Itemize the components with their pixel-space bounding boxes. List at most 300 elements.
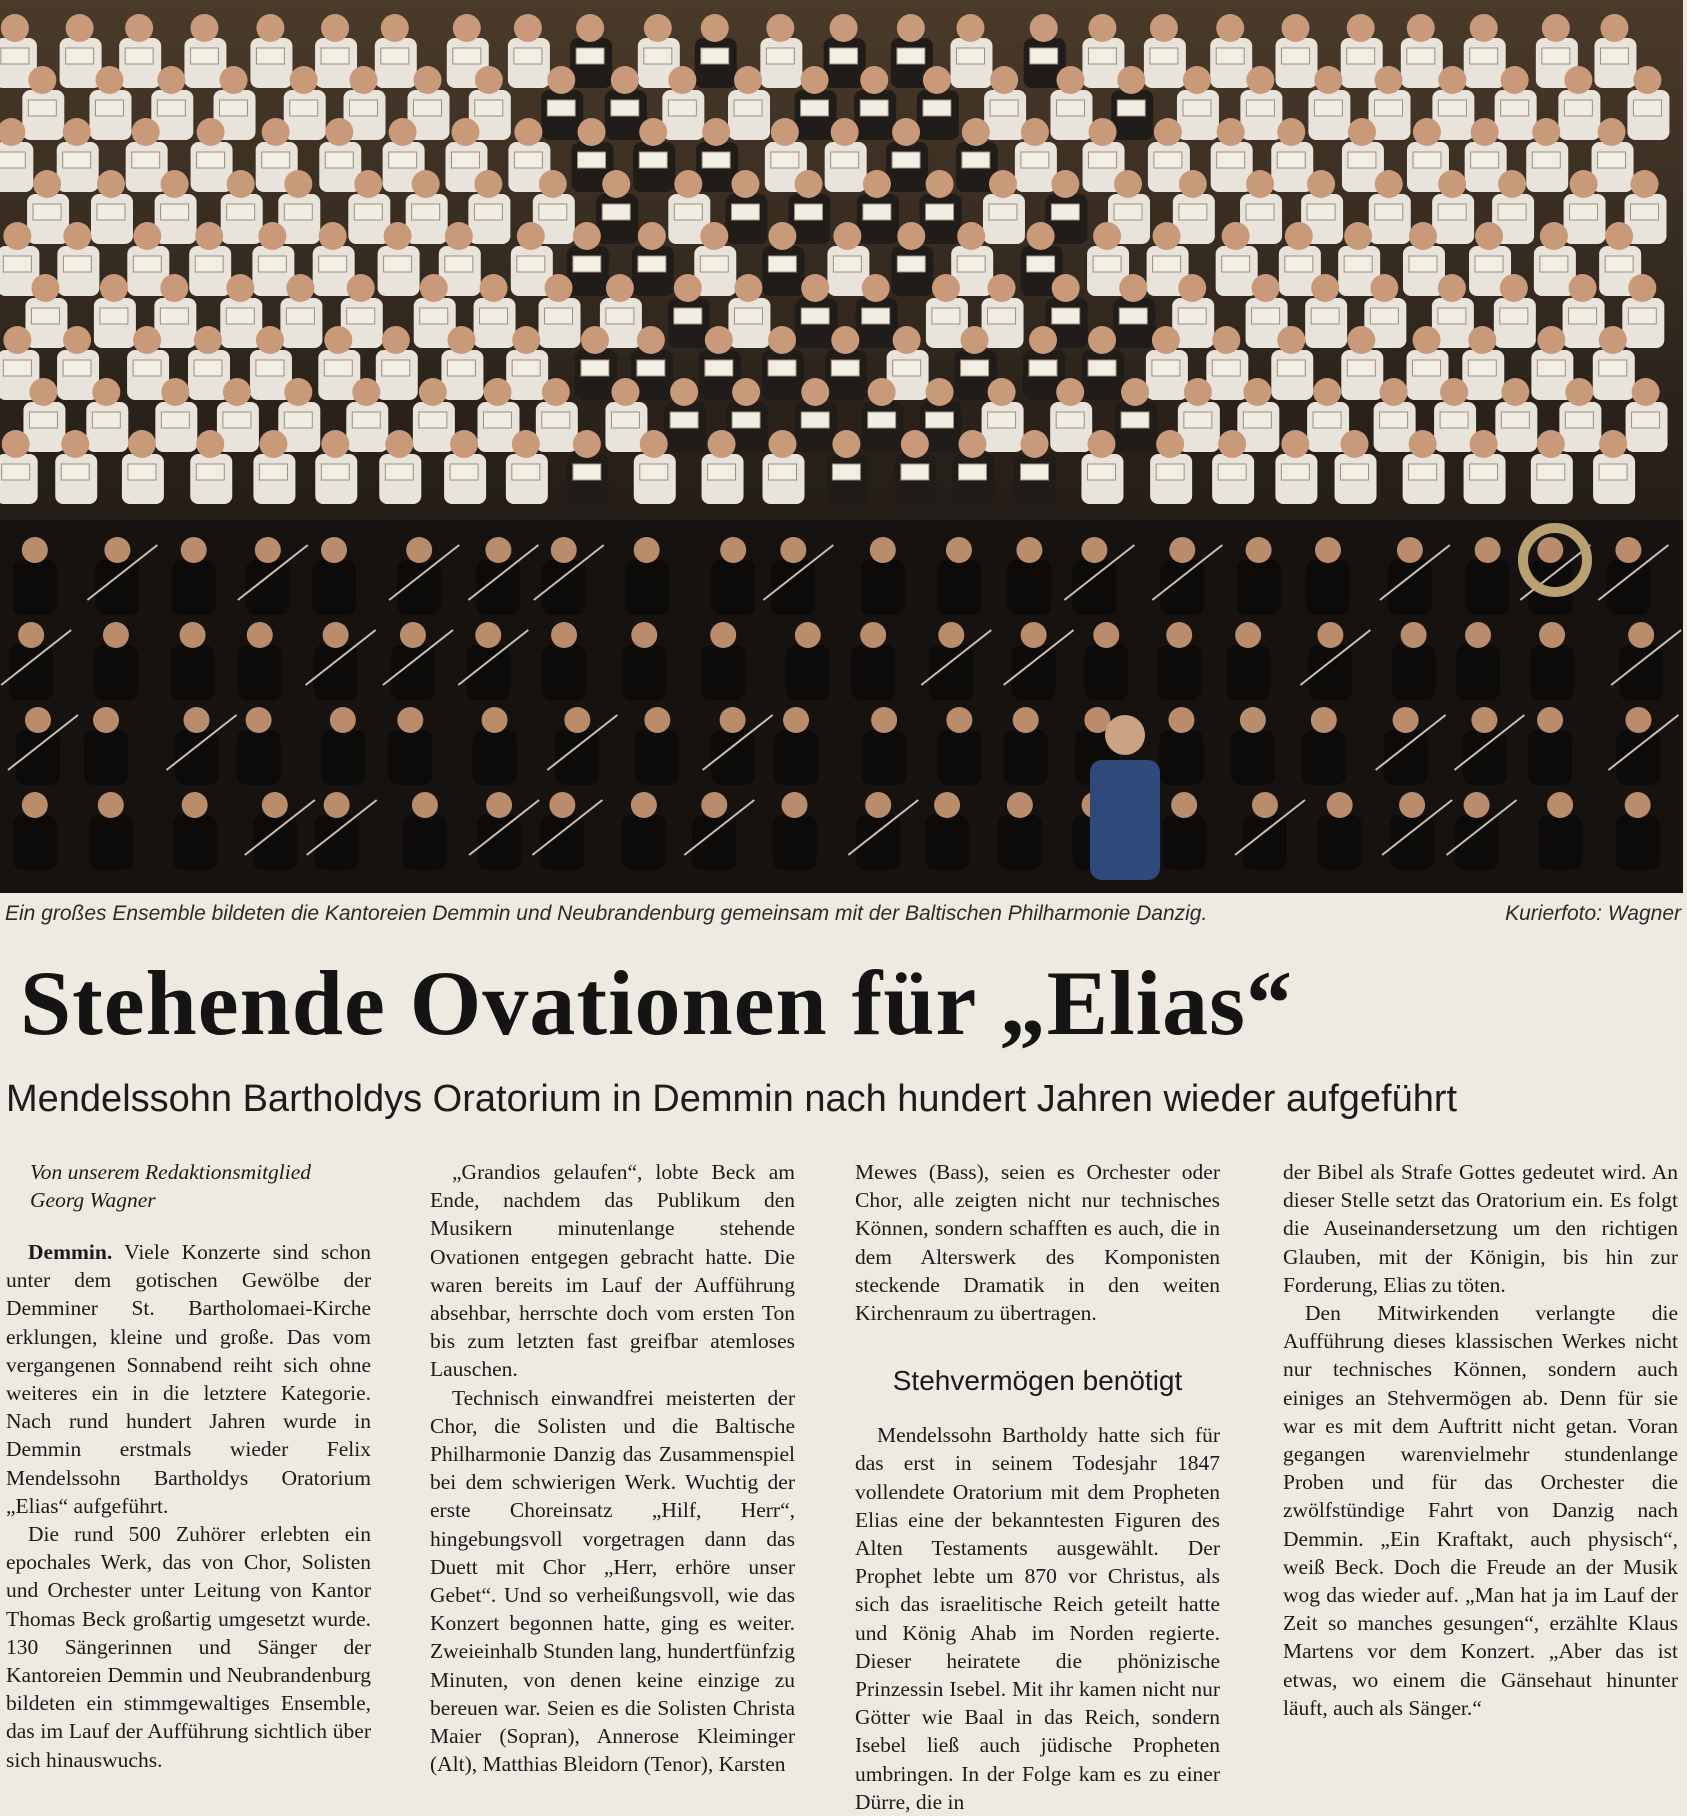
singer-head: [961, 326, 989, 354]
score-book: [801, 412, 829, 428]
singer-head: [639, 118, 667, 146]
score-book: [1089, 152, 1117, 168]
musician-head: [710, 622, 736, 648]
singer-head: [1628, 274, 1656, 302]
singer-head: [1029, 326, 1057, 354]
singer-head: [290, 66, 318, 94]
singer-head: [1117, 66, 1145, 94]
singer-head: [453, 14, 481, 42]
score-book: [95, 100, 123, 116]
musician-head: [1625, 707, 1651, 733]
singer-head: [197, 118, 225, 146]
singer-head: [1537, 326, 1565, 354]
score-book: [1632, 412, 1660, 428]
singer-head: [1471, 118, 1499, 146]
musician-head: [485, 537, 511, 563]
score-book: [1252, 308, 1280, 324]
score-book: [988, 308, 1016, 324]
photo-caption: Ein großes Ensemble bildeten die Kantoreien Demmin und Neubrandenburg gemeinsam mit der Baltischen Philharmonie Danzig.: [5, 902, 1208, 925]
singer-head: [1633, 66, 1661, 94]
score-book: [514, 152, 542, 168]
score-book: [734, 308, 762, 324]
score-book: [414, 100, 442, 116]
score-book: [1380, 412, 1408, 428]
singer-head: [1314, 66, 1342, 94]
score-book: [731, 204, 759, 220]
singer-head: [1056, 378, 1084, 406]
score-book: [1542, 48, 1570, 64]
singer-head: [286, 274, 314, 302]
score-book: [863, 204, 891, 220]
score-book: [1313, 412, 1341, 428]
musician-head: [1246, 537, 1272, 563]
score-book: [611, 412, 639, 428]
score-book: [227, 204, 255, 220]
score-book: [1628, 308, 1656, 324]
musician-head: [1397, 537, 1423, 563]
score-book: [545, 308, 573, 324]
musician-body: [1004, 730, 1048, 785]
musician-head: [1169, 537, 1195, 563]
singer-head: [893, 326, 921, 354]
score-book: [961, 360, 989, 376]
musician-body: [171, 645, 215, 700]
score-book: [801, 308, 829, 324]
singer-head: [1184, 378, 1212, 406]
musician-head: [1168, 707, 1194, 733]
singer-head: [926, 378, 954, 406]
singer-head: [128, 430, 156, 458]
musician-head: [1464, 792, 1490, 818]
score-book: [1154, 152, 1182, 168]
singer-head: [1030, 14, 1058, 42]
score-book: [1088, 360, 1116, 376]
paragraph-text: Viele Konzerte sind schon unter dem gotischen Gewölbe der Demminer St. Bartholomaei-Kirche erklungen, kleine und große. Das vom vergangenen Sonnabend reiht sich ohne weiteres ein in die letztere Kategorie. Nach rund hundert Jahren wurde in Demmin erstmals wieder Felix Mendelssohn Bartholdys Oratorium „Elias“ aufgeführt.: [6, 1240, 371, 1518]
score-book: [1348, 152, 1376, 168]
singer-head: [637, 326, 665, 354]
singer-head: [1222, 222, 1250, 250]
score-book: [957, 256, 985, 272]
score-book: [1370, 308, 1398, 324]
singer-head: [926, 170, 954, 198]
score-book: [197, 152, 225, 168]
musician-head: [1393, 707, 1419, 733]
musician-body: [1157, 645, 1201, 700]
musician-head: [183, 707, 209, 733]
score-book: [63, 152, 91, 168]
score-book: [1375, 204, 1403, 220]
singer-head: [863, 170, 891, 198]
singer-head: [2, 430, 30, 458]
score-book: [63, 256, 91, 272]
score-book: [702, 152, 730, 168]
paragraph: Den Mitwirkenden verlangte die Aufführung dieses klassischen Werkes nicht nur technisches Können, sondern auch einiges an Stehvermögen ab. Denn für sie war es mit dem Auftritt nicht getan. Voran gegangen warenvielmehr stundenlange Proben und für das Orchester die zwölfstündige Fahrt von Danzig nach Demmin. „Ein Kraftakt, auch physisch“, weiß Beck. Doch die Freude an der Musik wog das wieder auf. „Man hat ja im Lauf der Zeit so manches gesungen“, erzählte Klaus Martens vor dem Konzert. „Aber das ist etwas, wo einem die Gänsehaut hinunter läuft, auch als Sänger.“: [1283, 1301, 1678, 1720]
singer-head: [325, 118, 353, 146]
musician-head: [182, 792, 208, 818]
musician-body: [786, 645, 830, 700]
singer-head: [731, 170, 759, 198]
singer-head: [1311, 274, 1339, 302]
musician-body: [711, 560, 755, 615]
singer-head: [63, 118, 91, 146]
singer-head: [545, 274, 573, 302]
score-book: [1218, 464, 1246, 480]
musician-head: [1235, 622, 1261, 648]
musician-head: [551, 537, 577, 563]
byline: [6, 1158, 371, 1214]
score-book: [420, 308, 448, 324]
score-book: [573, 256, 601, 272]
choir-orchestra-photo: [0, 0, 1683, 893]
singer-head: [602, 170, 630, 198]
score-book: [1501, 100, 1529, 116]
score-book: [161, 204, 189, 220]
score-book: [290, 100, 318, 116]
singer-head: [606, 274, 634, 302]
musician-head: [25, 707, 51, 733]
singer-head: [475, 66, 503, 94]
score-book: [1307, 204, 1335, 220]
score-book: [1470, 48, 1498, 64]
score-book: [860, 100, 888, 116]
singer-head: [1370, 274, 1398, 302]
singer-head: [638, 222, 666, 250]
musician-head: [938, 622, 964, 648]
singer-head: [1119, 274, 1147, 302]
singer-head: [542, 378, 570, 406]
singer-head: [1470, 430, 1498, 458]
score-book: [768, 464, 796, 480]
score-book: [33, 204, 61, 220]
musician-body: [937, 560, 981, 615]
singer-head: [1277, 326, 1305, 354]
singer-head: [1347, 326, 1375, 354]
singer-head: [1599, 326, 1627, 354]
score-book: [453, 48, 481, 64]
score-book: [640, 464, 668, 480]
musician-head: [1625, 792, 1651, 818]
singer-head: [989, 170, 1017, 198]
singer-head: [347, 274, 375, 302]
musician-body: [773, 815, 817, 870]
score-book: [1, 48, 29, 64]
score-book: [321, 464, 349, 480]
score-book: [63, 360, 91, 376]
singer-head: [517, 222, 545, 250]
score-book: [196, 464, 224, 480]
singer-head: [190, 14, 218, 42]
singer-head: [133, 326, 161, 354]
singer-head: [1282, 14, 1310, 42]
score-book: [3, 360, 31, 376]
musician-head: [1021, 622, 1047, 648]
singer-head: [1243, 378, 1271, 406]
singer-head: [419, 378, 447, 406]
singer-head: [1501, 66, 1529, 94]
score-book: [445, 256, 473, 272]
musician-head: [323, 622, 349, 648]
singer-head: [1246, 66, 1274, 94]
singer-head: [1605, 222, 1633, 250]
singer-head: [1051, 170, 1079, 198]
singer-head: [1409, 222, 1437, 250]
singer-head: [640, 430, 668, 458]
musician-head: [262, 792, 288, 818]
score-book: [862, 308, 890, 324]
singer-head: [382, 326, 410, 354]
musician-body: [1538, 815, 1582, 870]
musician-head: [870, 537, 896, 563]
score-book: [1409, 256, 1437, 272]
singer-head: [1152, 326, 1180, 354]
singer-head: [611, 378, 639, 406]
score-book: [512, 464, 540, 480]
score-book: [447, 360, 475, 376]
score-book: [1117, 100, 1145, 116]
singer-head: [1564, 66, 1592, 94]
singer-head: [932, 274, 960, 302]
musician-head: [1401, 622, 1427, 648]
musician-body: [862, 730, 906, 785]
musician-body: [622, 815, 666, 870]
score-book: [670, 412, 698, 428]
musician-head: [1081, 537, 1107, 563]
score-book: [352, 412, 380, 428]
score-book: [256, 360, 284, 376]
score-book: [602, 204, 630, 220]
singer-head: [284, 378, 312, 406]
score-book: [644, 48, 672, 64]
singer-head: [547, 66, 575, 94]
score-book: [1027, 256, 1055, 272]
singer-head: [1281, 430, 1309, 458]
score-book: [92, 412, 120, 428]
score-book: [833, 256, 861, 272]
score-book: [226, 308, 254, 324]
singer-head: [1570, 170, 1598, 198]
score-book: [989, 204, 1017, 220]
musician-body: [172, 560, 216, 615]
score-book: [1438, 308, 1466, 324]
musician-head: [1093, 622, 1119, 648]
score-book: [1498, 204, 1526, 220]
singer-head: [450, 430, 478, 458]
score-book: [160, 308, 188, 324]
singer-head: [220, 66, 248, 94]
score-book: [325, 152, 353, 168]
singer-head: [897, 222, 925, 250]
singer-head: [95, 66, 123, 94]
musician-head: [1171, 792, 1197, 818]
musician-body: [1302, 730, 1346, 785]
singer-head: [66, 14, 94, 42]
musician-head: [397, 707, 423, 733]
singer-head: [670, 378, 698, 406]
musician-body: [998, 815, 1042, 870]
musician-head: [181, 537, 207, 563]
singer-head: [1380, 378, 1408, 406]
score-book: [1440, 412, 1468, 428]
score-book: [480, 308, 508, 324]
musician-body: [237, 730, 281, 785]
score-book: [734, 100, 762, 116]
singer-head: [1438, 170, 1466, 198]
musician-body: [774, 730, 818, 785]
score-book: [0, 152, 25, 168]
musician-body: [1237, 560, 1281, 615]
score-book: [1598, 152, 1626, 168]
singer-head: [1087, 430, 1115, 458]
score-book: [220, 100, 248, 116]
musician-head: [1471, 707, 1497, 733]
score-book: [28, 100, 56, 116]
musician-head: [860, 622, 886, 648]
score-book: [892, 152, 920, 168]
musician-head: [782, 792, 808, 818]
score-book: [1500, 308, 1528, 324]
musician-head: [871, 707, 897, 733]
score-book: [1311, 308, 1339, 324]
score-book: [161, 412, 189, 428]
score-book: [125, 48, 153, 64]
singer-head: [100, 274, 128, 302]
subheadline: Mendelssohn Bartholdys Oratorium in Demmin nach hundert Jahren wieder aufgeführt: [6, 1078, 1458, 1120]
score-book: [1438, 100, 1466, 116]
singer-head: [923, 66, 951, 94]
score-book: [1246, 100, 1274, 116]
score-book: [66, 48, 94, 64]
singer-head: [1252, 274, 1280, 302]
score-book: [1277, 360, 1305, 376]
soloist-dress: [1090, 760, 1160, 880]
score-book: [1471, 152, 1499, 168]
score-book: [1056, 412, 1084, 428]
score-book: [897, 48, 925, 64]
musician-head: [1547, 792, 1573, 818]
score-book: [1540, 256, 1568, 272]
score-book: [1178, 308, 1206, 324]
musician-head: [1399, 792, 1425, 818]
singer-head: [1344, 222, 1372, 250]
score-book: [389, 152, 417, 168]
singer-head: [512, 430, 540, 458]
score-book: [732, 412, 760, 428]
singer-head: [1407, 14, 1435, 42]
score-book: [897, 256, 925, 272]
score-book: [384, 256, 412, 272]
score-book: [674, 308, 702, 324]
singer-head: [573, 430, 601, 458]
score-book: [381, 48, 409, 64]
score-book: [194, 360, 222, 376]
singer-head: [1540, 222, 1568, 250]
singer-head: [196, 430, 224, 458]
singer-head: [771, 118, 799, 146]
singer-head: [1600, 14, 1628, 42]
musician-body: [937, 730, 981, 785]
singer-head: [766, 14, 794, 42]
singer-head: [1598, 118, 1626, 146]
musician-head: [551, 622, 577, 648]
photo-credit: Kurierfoto: Wagner: [1505, 902, 1681, 925]
score-book: [606, 308, 634, 324]
musician-body: [1007, 560, 1051, 615]
singer-head: [97, 170, 125, 198]
musician-body: [1530, 645, 1574, 700]
singer-head: [350, 66, 378, 94]
score-book: [1631, 204, 1659, 220]
headline: Stehende Ovationen für „Elias“: [20, 952, 1293, 1054]
score-book: [419, 412, 447, 428]
musician-body: [312, 560, 356, 615]
singer-head: [1532, 118, 1560, 146]
singer-head: [385, 430, 413, 458]
singer-head: [1153, 222, 1181, 250]
musician-head: [1537, 537, 1563, 563]
singer-head: [1498, 170, 1526, 198]
singer-head: [768, 430, 796, 458]
musician-body: [622, 645, 666, 700]
singer-head: [1218, 430, 1246, 458]
singer-head: [1183, 66, 1211, 94]
singer-head: [61, 430, 89, 458]
singer-head: [125, 14, 153, 42]
article-column-2: [430, 1158, 795, 1778]
singer-head: [892, 118, 920, 146]
musician-body: [1466, 560, 1510, 615]
score-book: [771, 152, 799, 168]
score-book: [61, 464, 89, 480]
singer-head: [957, 222, 985, 250]
singer-head: [576, 14, 604, 42]
singer-head: [321, 14, 349, 42]
singer-head: [1217, 118, 1245, 146]
singer-head: [1438, 274, 1466, 302]
musician-head: [1240, 707, 1266, 733]
score-book: [262, 152, 290, 168]
paragraph: Mendelssohn Bartholdy hatte sich für das erst in seinem Todesjahr 1847 vollendete Oratorium mit dem Propheten Elias eine der bekanntesten Figuren des Alten Testaments ausgewählt. Der Prophet lebte um 870 vor Christus, als sich das israelitische Reich geteilt hatte und König Ahab im Norden regierte. Dieser heiratete die phönizische Prinzessin Isebel. Mit ihr kamen nicht nur Götter wie Baal in das Reich, sondern Isebel ließ auch jüdische Propheten umbringen. In der Folge kam es zu einer Dürre, die in: [855, 1423, 1220, 1814]
score-book: [581, 360, 609, 376]
singer-head: [319, 222, 347, 250]
singer-head: [321, 430, 349, 458]
singer-head: [644, 14, 672, 42]
score-book: [830, 48, 858, 64]
score-book: [831, 360, 859, 376]
score-book: [132, 152, 160, 168]
score-book: [223, 412, 251, 428]
score-book: [29, 412, 57, 428]
score-book: [988, 412, 1016, 428]
singer-head: [701, 14, 729, 42]
score-book: [1347, 360, 1375, 376]
musician-body: [473, 730, 517, 785]
singer-head: [1307, 170, 1335, 198]
score-book: [1344, 256, 1372, 272]
musician-head: [321, 537, 347, 563]
musician-head: [324, 792, 350, 818]
musician-body: [625, 560, 669, 615]
singer-head: [1052, 274, 1080, 302]
singer-head: [1375, 66, 1403, 94]
score-book: [1407, 48, 1435, 64]
score-book: [483, 412, 511, 428]
score-book: [637, 360, 665, 376]
score-book: [701, 48, 729, 64]
score-book: [831, 152, 859, 168]
musician-head: [482, 707, 508, 733]
singer-head: [1468, 326, 1496, 354]
musician-head: [1315, 537, 1341, 563]
